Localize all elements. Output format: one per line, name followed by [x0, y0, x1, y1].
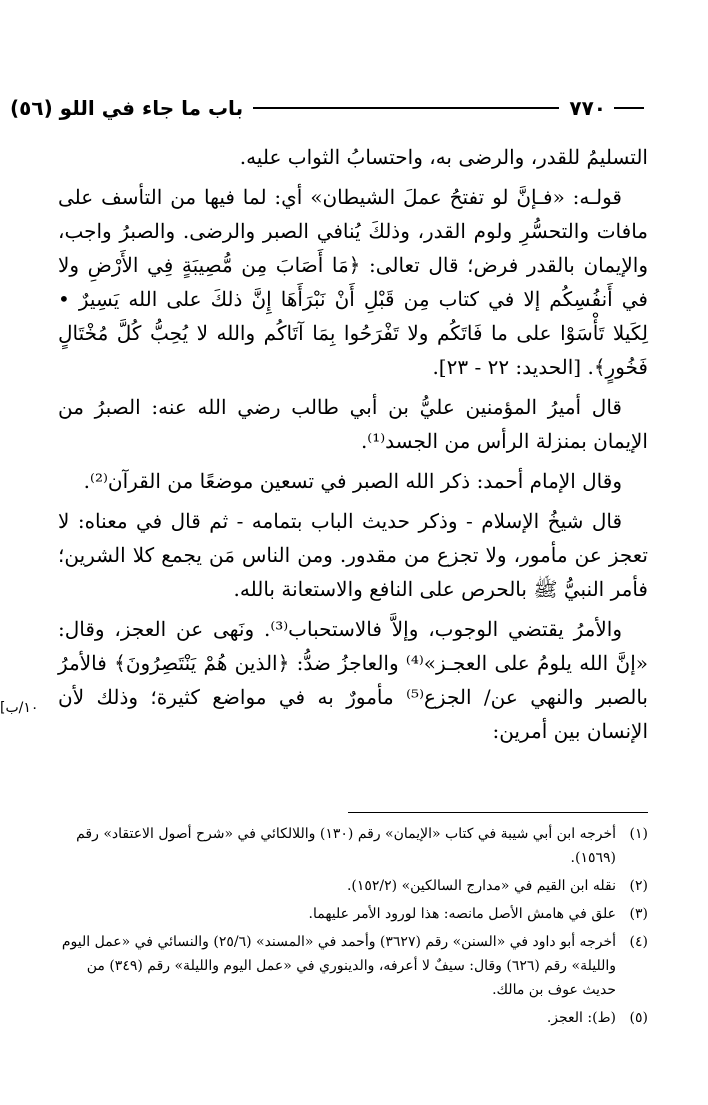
footnote [58, 902, 648, 926]
paragraph: والأمرُ يقتضي الوجوب، وإلاَّ فالاستحباب⁽³⁾. ونَهى عن العجز، وقال: «إنَّ الله يلومُ على العجـز»⁽⁴⁾ والعاجزُ ضدُّ: ﴿الذين هُمْ يَنْتَصِرُونَ﴾ فالأمرُ بالصبر والنهي عن/ الجزع⁽⁵⁾ مأمورٌ به في مواضع كثيرة؛ وذلك لأن الإنسان بين أمرين: [58, 617, 648, 743]
footnote [58, 1006, 648, 1030]
footnote [58, 874, 648, 898]
footnote-text: أخرجه ابن أبي شيبة في كتاب «الإيمان» رقم (١٣٠) واللالكائي في «شرح أصول الاعتقاد» رقم (١٥٦٩). [76, 826, 616, 866]
footnote-number: (١) [629, 826, 648, 842]
footnote [58, 822, 648, 870]
paragraph: قال شيخُ الإسلام - وذكر حديث الباب بتمامه - ثم قال في معناه: لا تعجز عن مأمور، ولا تجزع من مقدور. ومن الناس مَن يجمع كلا الشرين؛ فأمر النبيُّ ﷺ بالحرص على النافع والاستعانة بالله. [58, 509, 648, 601]
running-header [10, 92, 648, 124]
paragraph: وقال الإمام أحمد: ذكر الله الصبر في تسعين موضعًا من القرآن⁽²⁾. [83, 469, 622, 493]
footnote [58, 930, 648, 1002]
footnote-number: (٢) [629, 878, 648, 894]
footnotes [58, 822, 648, 1034]
footnote-text: نقله ابن القيم في «مدارج السالكين» (١٥٢/٢). [346, 878, 616, 894]
footnote-number: (٥) [629, 1010, 648, 1026]
manuscript-margin-note: ١٠/ب] [0, 700, 39, 716]
footnote-text: علق في هامش الأصل مانصه: هذا لورود الأمر عليهما. [308, 906, 616, 922]
main-text [58, 140, 648, 754]
footnote-text: (ط): العجز. [546, 1010, 616, 1026]
paragraph: التسليمُ للقدر، والرضى به، واحتسابُ الثواب عليه. [239, 145, 648, 169]
header-dash [614, 107, 644, 109]
footnote-number: (٣) [629, 906, 648, 922]
footnote-number: (٤) [629, 934, 648, 950]
paragraph: قال أميرُ المؤمنين عليُّ بن أبي طالب رضي الله عنه: الصبرُ من الإيمان بمنزلة الرأس من الجسد⁽¹⁾. [58, 395, 648, 453]
footnote-separator [348, 812, 648, 813]
chapter-title: باب ما جاء في اللو (٥٦) [10, 96, 244, 120]
paragraph: قولـه: «فـإنَّ لو تفتحُ عملَ الشيطان» أي: لما فيها من التأسف على مافات والتحسُّرِ ولوم القدر، وذلكَ يُنافي الصبر والرضى. والصبرُ واجب، والإيمان بالقدر فرض؛ قال تعالى: ﴿مَا أَصَابَ مِن مُّصِيبَةٍ فِي الأَرْضِ ولا في أَنفُسِكُم إلا في كتاب مِن قَبْلِ أَنْ نَبْرَأَهَا إِنَّ ذلكَ على الله يَسِيرٌ • لِكَيلا تَأْسَوْا على ما فَاتَكُم ولا تَفْرَحُوا بِمَا آتَاكُم والله لا يُحِبُّ كُلَّ مُخْتَالٍ فَخُورٍ﴾. [الحديد: ٢٢ - ٢٣]. [58, 185, 649, 379]
page-number: ٧٧٠ [569, 96, 606, 120]
header-rule [253, 107, 559, 109]
footnote-text: أخرجه أبو داود في «السنن» رقم (٣٦٢٧) وأحمد في «المسند» (٢٥/٦) والنسائي في «عمل اليوم والليلة» رقم (٦٢٦) وقال: سيفٌ لا أعرفه، والدينوري في «عمل اليوم والليلة» رقم (٣٤٩) من حديث عوف بن مالك. [61, 934, 616, 998]
